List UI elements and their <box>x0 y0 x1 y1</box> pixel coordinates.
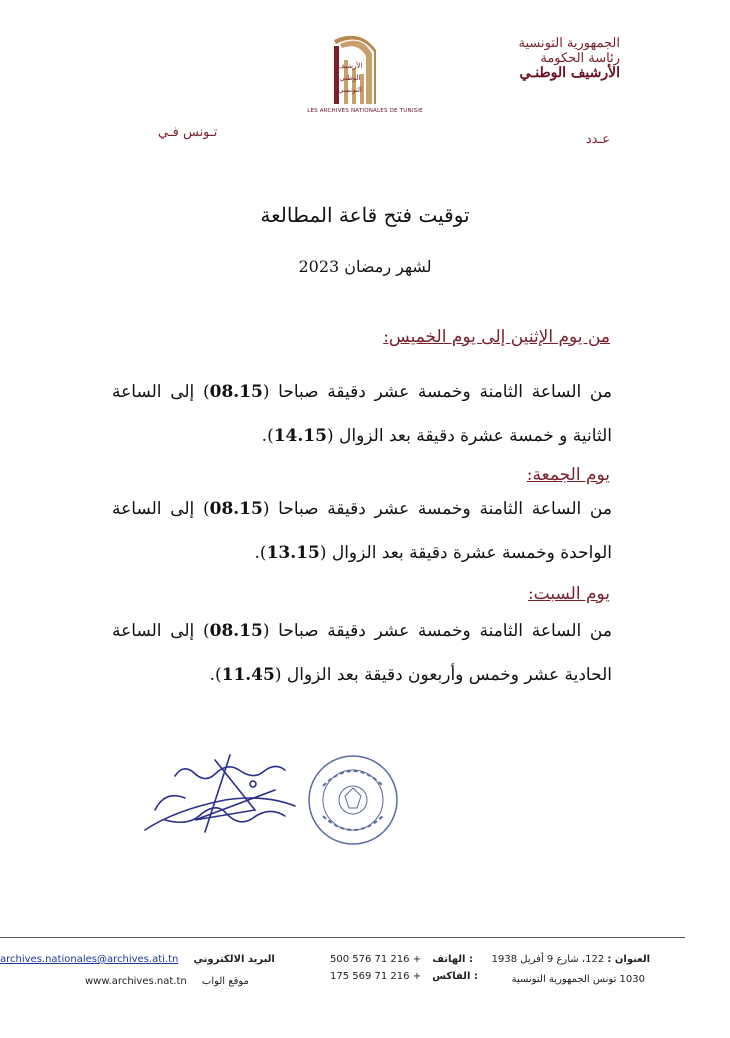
svg-text:الأرشيف: الأرشيف <box>337 62 363 70</box>
svg-text:التونسي: التونسي <box>338 86 362 94</box>
presidency-label: رئاسة الحكومة <box>540 51 620 66</box>
signature-icon <box>135 750 305 840</box>
website-link[interactable]: www.archives.nat.tn <box>85 976 187 987</box>
opening-time: 08.15 <box>209 621 263 641</box>
republic-label: الجمهورية التونسية <box>518 36 620 51</box>
footer-address-line2: 1030 تونس الجمهورية التونسية <box>511 974 645 985</box>
logo-french-caption: LES ARCHIVES NATIONALES DE TUNISIE <box>307 108 423 114</box>
stamp-icon <box>305 752 401 848</box>
handwritten-signature <box>135 750 305 840</box>
section-text-weekdays: من الساعة الثامنة وخمسة عشر دقيقة صباحا (08.15) إلى الساعة الثانية و خمسة عشرة دقيقة بعد الزوال (14.15). <box>112 382 612 446</box>
official-stamp <box>305 752 401 848</box>
place-date-label: تـونس فـي <box>158 125 218 140</box>
government-header <box>518 36 620 81</box>
section-text-friday: من الساعة الثامنة وخمسة عشر دقيقة صباحا (08.15) إلى الساعة الواحدة وخمسة عشرة دقيقة بعد الزوال (13.15). <box>112 499 612 563</box>
email-link[interactable]: archives.nationales@archives.ati.tn <box>0 954 179 965</box>
logo-emblem-icon <box>300 34 420 108</box>
closing-time: 13.15 <box>266 543 320 563</box>
footer-divider <box>0 937 685 938</box>
closing-time: 14.15 <box>273 426 327 446</box>
footer-website: www.archives.nat.tn موقع الواب <box>85 976 249 987</box>
section-heading-weekdays: من يوم الإثنين إلى يوم الخميس: <box>383 327 610 347</box>
footer-email: archives.nationales@archives.ati.tn البريد الالكتروني <box>0 954 275 965</box>
section-text-saturday: من الساعة الثامنة وخمسة عشر دقيقة صباحا (08.15) إلى الساعة الحادية عشر وخمس وأربعون دقيقة بعد الزوال (11.45). <box>112 621 612 685</box>
section-heading-friday: يوم الجمعة: <box>526 465 610 485</box>
document-title: توقيت فتح قاعة المطالعة <box>260 203 470 227</box>
archives-label: الأرشيف الوطنـي <box>519 65 620 81</box>
reference-number-label: عـدد <box>585 132 610 147</box>
section-heading-saturday: يوم السبت: <box>527 584 610 604</box>
footer-phone: 500 576 71 216 + الهاتف : <box>330 954 473 965</box>
opening-time: 08.15 <box>209 499 263 519</box>
footer-fax: 175 569 71 216 + الفاكس : <box>330 971 478 982</box>
document-subtitle: لشهر رمضان 2023 <box>298 257 432 276</box>
svg-text:الوطني: الوطني <box>339 74 361 82</box>
footer-address-line1: العنوان : 122، شارع 9 أفريل 1938 <box>491 954 650 965</box>
opening-time: 08.15 <box>209 382 263 402</box>
closing-time: 11.45 <box>221 665 275 685</box>
